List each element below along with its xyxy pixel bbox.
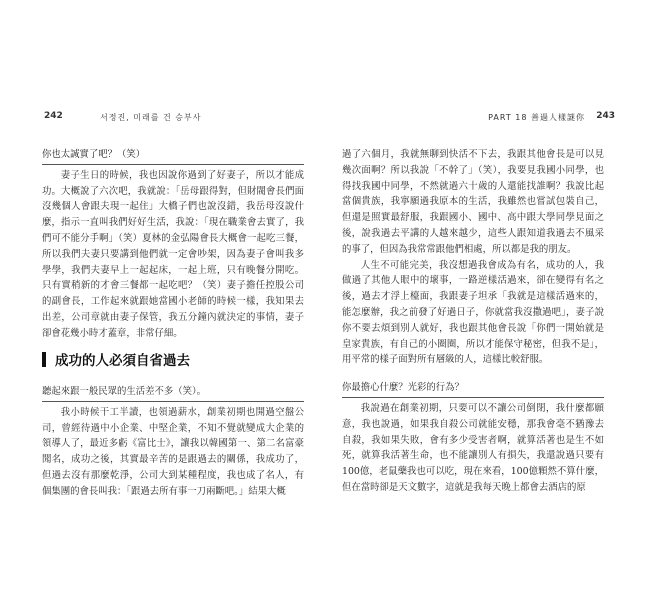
page-number: 243 bbox=[596, 111, 615, 121]
body-paragraph: 妻子生日的時候，我也因說你過到了好妻子，所以才能成功。大概說了六次吧，我就說：「岳母跟得對，但財閥會長們面沒幾個人會跟夫現一起住」大橋子們也說沒錯，我岳母沒說什麼，指示一直叫我們好好生活，我說：「現在職業會去實了，我們可不能分手啊」（笑）夏林的金弘陽會長大概會一起吃三餐，所以我們夫妻只要講到他們就一定會吵架，因為妻子會叫我多學學，我們夫妻早上一起起床，一起上班，只有晚餐分開吃。只有實稍新的才會三餐都一起吃吧？（笑）妻子擔任控股公司的副會長，工作起來就跟她當國小老師的時候一樣，我知果去出差，公司章就由妻子保管，我五分鐘內就決定的事情，妻子卻會花幾小時才蓋章，非常仔細。 bbox=[42, 169, 304, 339]
body-paragraph: 我小時候干工半讀，也領過薪水，創業初期也開過空盤公司，曾經待過中小企業、中堅企業，不知不覺就變成大企業的領導人了，最近多虧《富比士》，讓我以韓國第一、第二名富豪聞名，成功之後，其實最辛苦的是跟過去的關係，我成功了，但過去沒有那麼乾淨，公司大到某種程度，我也成了名人，有個集團的會長叫我：「跟過去所有事一刀兩斷吧。」結果大概 bbox=[42, 406, 304, 497]
question-rule bbox=[42, 164, 304, 165]
left-body-top bbox=[42, 147, 304, 342]
left-page-header bbox=[44, 111, 314, 125]
body-paragraph: 我說過在創業初期，只要可以不讓公司倒閉，我什麼都願意，我也說過，如果我自殺公司就能安穩，那我會毫不猶豫去自殺，我如果失敗，會有多少受害者啊，就算活著也是生不如死，就算我活著生命，也不能讓別人有損失，我還說過只要有100億，老鼠藥我也可以吃，現在來看，100億顆然不算什麼，但在當時卻是天文數字，這就是我每天晚上都會去酒店的原 bbox=[342, 402, 604, 493]
running-header-title: 서정진, 미래를 건 승부사 bbox=[100, 113, 202, 122]
question-rule bbox=[42, 401, 304, 402]
question-rule bbox=[342, 397, 604, 398]
body-paragraph: 人生不可能完美，我沒想過我會成為有名，成功的人，我做過了其他人眼中的壞事，一路逆樣活過來，卻在變得有名之後，過去才浮上檯面，我跟妻子坦承「我就是這樣活過來的，能怎麼辦，我之前發了好過日子，你就當我沒撒過吧」，妻子說你不要去煩到別人就好，我也跟其他會長說「你們一開始就是皇家貴族，有自己的小圈圈，所以才能保守秘密，但我不是」，用平常的樣子面對所有層級的人，這樣比較舒服。 bbox=[342, 259, 604, 366]
section-marker bbox=[42, 352, 46, 367]
running-header-title: PART 18 善過人樣謎你 bbox=[488, 113, 585, 122]
left-body-bottom bbox=[42, 384, 304, 500]
section-title: 成功的人必須自省過去 bbox=[55, 353, 190, 369]
right-body bbox=[342, 147, 604, 496]
body-paragraph: 過了六個月，我就無聊到快活不下去，我跟其他會長是可以見幾次面啊？所以我說「不幹了」（笑），我要見我國小同學，也得找我國中同學，不然就過六十歲的人還能找誰啊？我說比起當個貴族，我寧願過我原本的生活，我雖然也嘗試包裝自己，但還是照實最舒服，我跟國小、國中、高中跟大學同學見面之後，說我過去平講的人越來越少，這些人跟知道我過去不風采的事了，但因為我常常跟他們相處，所以都是我的朋友。 bbox=[342, 149, 604, 255]
interview-question: 你也太誠實了吧？（笑） bbox=[42, 149, 146, 160]
right-page bbox=[328, 0, 655, 609]
interview-question: 聽起來跟一般民眾的生活差不多（笑）。 bbox=[42, 386, 207, 397]
right-page-header bbox=[342, 111, 615, 125]
interview-question: 你最擔心什麼？光彩的行為？ bbox=[342, 382, 464, 394]
page-number: 242 bbox=[44, 111, 63, 121]
section-heading bbox=[42, 349, 190, 369]
